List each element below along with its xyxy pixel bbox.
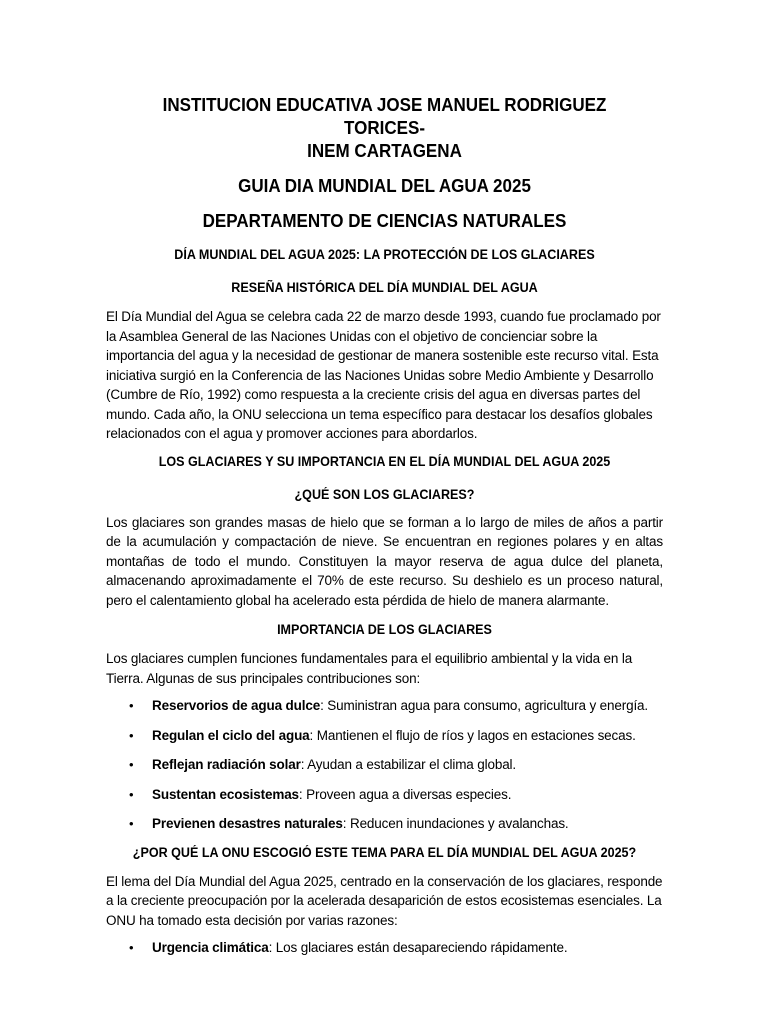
list-item-text: : Suministran agua para consumo, agricultura y energía. bbox=[320, 698, 649, 713]
main-topic-heading: DÍA MUNDIAL DEL AGUA 2025: LA PROTECCIÓN DE LOS GLACIARES bbox=[174, 247, 595, 262]
list-item bbox=[106, 785, 663, 804]
guide-title: GUIA DIA MUNDIAL DEL AGUA 2025 bbox=[238, 175, 531, 196]
list-item-term: Reservorios de agua dulce bbox=[152, 698, 321, 713]
institution-title-line1: INSTITUCION EDUCATIVA JOSE MANUEL RODRIGUEZ TORICES- bbox=[162, 94, 607, 138]
list-item-term: Previenen desastres naturales bbox=[152, 816, 343, 831]
institution-title-line2: INEM CARTAGENA bbox=[307, 140, 462, 161]
bullet-icon: • bbox=[129, 698, 134, 713]
list-item-text: : Mantienen el flujo de ríos y lagos en estaciones secas. bbox=[309, 727, 636, 743]
bullet-icon: • bbox=[129, 727, 134, 743]
list-item-term: Reflejan radiación solar bbox=[152, 757, 301, 772]
importance-paragraph: Los glaciares cumplen funciones fundamentales para el equilibrio ambiental y la vida en la Tierra. Algunas de sus principales contribuciones son: bbox=[106, 651, 633, 686]
list-item-text: : Los glaciares están desapareciendo rápidamente. bbox=[268, 940, 568, 955]
what-are-glaciers-paragraph: Los glaciares son grandes masas de hielo que se forman a lo largo de miles de años a partir de la acumulación y compactación de nieve. Se encuentran en regiones polares y en altas montañas de todo el mundo. Constituyen la mayor reserva de agua dulce del planeta, almacenando aproximadamente el 70% de este recurso. Su deshielo es un proceso natural, pero el calentamiento global ha acelerado esta pérdida de hielo de manera alarmante. bbox=[106, 514, 663, 608]
what-are-glaciers-heading: ¿QUÉ SON LOS GLACIARES? bbox=[294, 486, 475, 502]
bullet-icon: • bbox=[129, 786, 134, 802]
list-item bbox=[106, 696, 663, 715]
list-item-text: : Proveen agua a diversas especies. bbox=[298, 786, 512, 802]
bullet-icon: • bbox=[129, 816, 134, 831]
history-paragraph: El Día Mundial del Agua se celebra cada 22 de marzo desde 1993, cuando fue proclamado por la Asamblea General de las Naciones Unidas con el objetivo de concienciar sobre la importancia del agua y la necesidad de gestionar de manera sostenible este recurso vital. Esta iniciativa surgió en la Conferencia de las Naciones Unidas sobre Medio Ambiente y Desarrollo (Cumbre de Río, 1992) como respuesta a la creciente crisis del agua en diversas partes del mundo. Cada año, la ONU selecciona un tema específico para destacar los desafíos globales relacionados con el agua y promover acciones para abordarlos. bbox=[106, 309, 661, 441]
importance-list bbox=[106, 696, 663, 833]
list-item-term: Urgencia climática bbox=[152, 940, 269, 955]
why-list bbox=[106, 938, 663, 957]
list-item bbox=[106, 814, 663, 833]
glaciers-heading: LOS GLACIARES Y SU IMPORTANCIA EN EL DÍA MUNDIAL DEL AGUA 2025 bbox=[158, 453, 611, 469]
list-item bbox=[106, 938, 663, 957]
history-heading: RESEÑA HISTÓRICA DEL DÍA MUNDIAL DEL AGUA bbox=[231, 280, 538, 295]
importance-heading: IMPORTANCIA DE LOS GLACIARES bbox=[277, 622, 492, 637]
list-item-term: Sustentan ecosistemas bbox=[152, 786, 299, 802]
department-title: DEPARTAMENTO DE CIENCIAS NATURALES bbox=[202, 210, 567, 231]
why-heading: ¿POR QUÉ LA ONU ESCOGIÓ ESTE TEMA PARA EL DÍA MUNDIAL DEL AGUA 2025? bbox=[132, 844, 637, 860]
list-item-text: : Ayudan a estabilizar el clima global. bbox=[300, 757, 516, 772]
list-item bbox=[106, 726, 663, 745]
why-paragraph: El lema del Día Mundial del Agua 2025, centrado en la conservación de los glaciares, responde a la creciente preocupación por la acelerada desaparición de estos ecosistemas esenciales. La ONU ha tomado esta decisión por varias razones: bbox=[106, 873, 663, 928]
bullet-icon: • bbox=[129, 757, 134, 772]
list-item-text: : Reducen inundaciones y avalanchas. bbox=[342, 816, 569, 831]
list-item bbox=[106, 755, 663, 774]
list-item-term: Regulan el ciclo del agua bbox=[152, 727, 310, 743]
bullet-icon: • bbox=[129, 940, 134, 955]
